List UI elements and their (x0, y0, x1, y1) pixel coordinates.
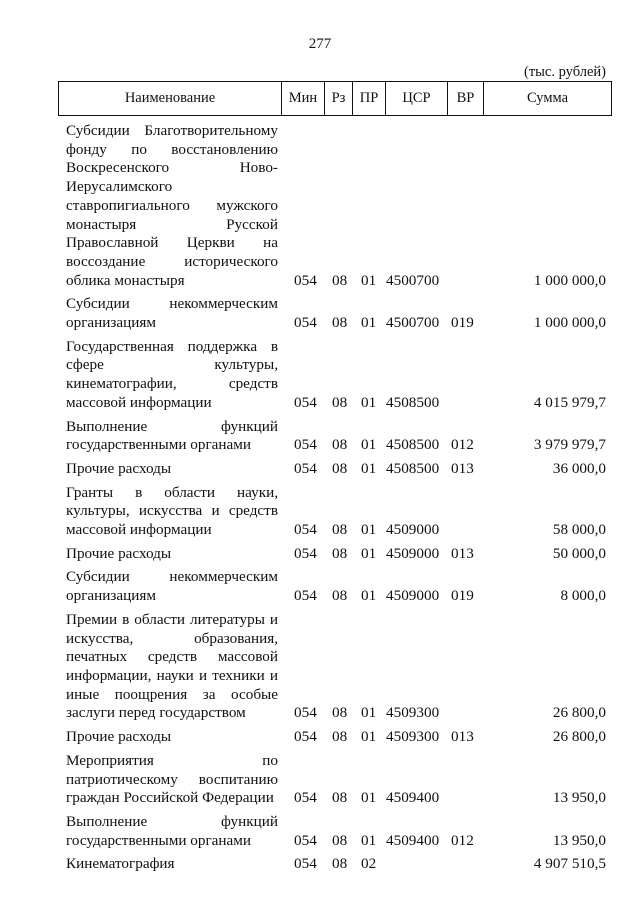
row-codes (0, 704, 640, 723)
row-codes (0, 832, 640, 851)
row-pr: 01 (361, 314, 377, 332)
row-name-line: государственными органами (66, 831, 252, 849)
row-name-line: Субсидии Благотворительному (66, 122, 278, 139)
row-min: 054 (294, 393, 317, 411)
page-number: 277 (308, 36, 332, 52)
row-name-line: организациям (66, 314, 157, 332)
row-name-line: граждан Российской Федерации (66, 789, 274, 807)
table-row (0, 728, 640, 747)
table-row (0, 568, 640, 605)
row-name-line: иные поощрения за особые (66, 685, 278, 703)
row-sum: 13 950,0 (552, 789, 606, 807)
row-min: 054 (294, 314, 317, 332)
row-pr: 01 (361, 436, 377, 454)
row-name-line: патриотическому воспитанию (66, 770, 278, 788)
row-rz: 08 (332, 436, 348, 454)
row-min: 054 (294, 436, 317, 454)
row-min: 054 (294, 271, 317, 289)
row-csr: 4509000 (386, 544, 440, 562)
row-csr: 4508500 (386, 459, 440, 477)
row-codes (0, 789, 640, 808)
row-rz: 08 (332, 704, 348, 722)
row-pr: 01 (361, 728, 377, 746)
row-pr: 01 (361, 459, 377, 477)
row-name-line: монастыря Русской (66, 215, 278, 233)
row-pr: 01 (361, 831, 377, 849)
row-codes (0, 521, 640, 540)
row-codes (0, 545, 640, 564)
row-name-line: воссоздание исторического (66, 252, 278, 270)
row-rz: 08 (332, 521, 348, 539)
row-sum: 8 000,0 (560, 587, 606, 605)
row-csr: 4509400 (386, 789, 440, 807)
table-header (58, 81, 612, 116)
row-name-line: Иерусалимского (66, 178, 173, 196)
row-codes (0, 728, 640, 747)
row-csr: 4508500 (386, 436, 440, 454)
row-csr: 4508500 (386, 393, 440, 411)
row-min: 054 (294, 789, 317, 807)
row-min: 054 (294, 704, 317, 722)
row-vr: 013 (451, 544, 474, 562)
row-rz: 08 (332, 789, 348, 807)
row-codes (0, 436, 640, 455)
row-vr: 019 (451, 314, 474, 332)
row-sum: 1 000 000,0 (533, 314, 606, 332)
row-min: 054 (294, 728, 317, 746)
header-sum: Сумма (483, 82, 611, 115)
row-rz: 08 (332, 831, 348, 849)
table-row (0, 418, 640, 455)
row-name-line: Воскресенского Ново- (66, 159, 278, 177)
row-name-line: Премии в области литературы и (66, 610, 278, 628)
row-name-line: ставропигиального мужского (66, 196, 278, 214)
header-rz: Рз (324, 82, 352, 115)
row-sum: 13 950,0 (552, 831, 606, 849)
row-name-line: Выполнение функций (66, 812, 278, 830)
row-name-line: Прочие расходы (66, 544, 172, 562)
row-name-line: Субсидии некоммерческим (66, 568, 278, 586)
row-name-line: массовой информации (66, 393, 212, 411)
row-name-line: массовой информации (66, 521, 212, 539)
table-row (0, 338, 640, 413)
row-csr: 4509000 (386, 587, 440, 605)
row-sum: 50 000,0 (552, 544, 606, 562)
row-name-line: организациям (66, 587, 157, 605)
row-sum: 1 000 000,0 (533, 271, 606, 289)
table-row (0, 545, 640, 564)
row-name-line: Кинематография (66, 855, 175, 873)
row-min: 054 (294, 587, 317, 605)
table-body (0, 122, 640, 879)
row-pr: 02 (361, 855, 377, 873)
row-vr: 019 (451, 587, 474, 605)
header-min: Мин (281, 82, 324, 115)
row-pr: 01 (361, 544, 377, 562)
row-name (66, 122, 278, 290)
header-csr: ЦСР (385, 82, 447, 115)
row-sum: 58 000,0 (552, 521, 606, 539)
table-row (0, 752, 640, 808)
row-name-line: облика монастыря (66, 271, 185, 289)
row-vr: 013 (451, 728, 474, 746)
row-sum: 3 979 979,7 (533, 436, 606, 454)
header-name: Наименование (124, 90, 216, 106)
row-name-line: кинематографии, средств (66, 375, 278, 393)
row-name-line: Прочие расходы (66, 728, 172, 746)
row-vr: 012 (451, 831, 474, 849)
row-name-line: Государственная поддержка в (66, 337, 278, 355)
row-vr: 013 (451, 459, 474, 477)
row-min: 054 (294, 855, 317, 873)
row-min: 054 (294, 521, 317, 539)
row-sum: 4 015 979,7 (533, 393, 606, 411)
table-row (0, 813, 640, 850)
row-rz: 08 (332, 459, 348, 477)
row-name-line: Гранты в области науки, (66, 483, 278, 501)
row-codes (0, 314, 640, 333)
row-name-line: Прочие расходы (66, 459, 172, 477)
row-csr: 4509300 (386, 728, 440, 746)
row-codes (0, 460, 640, 479)
row-name-line: культуры, искусства и средств (66, 502, 278, 520)
row-name-line: заслуги перед государством (66, 704, 246, 722)
row-sum: 26 800,0 (552, 728, 606, 746)
row-codes (0, 855, 640, 874)
row-name-line: Выполнение функций (66, 417, 278, 435)
row-min: 054 (294, 544, 317, 562)
row-rz: 08 (332, 393, 348, 411)
row-pr: 01 (361, 587, 377, 605)
row-vr: 012 (451, 436, 474, 454)
row-codes (0, 587, 640, 606)
row-sum: 36 000,0 (552, 459, 606, 477)
row-rz: 08 (332, 544, 348, 562)
row-pr: 01 (361, 271, 377, 289)
row-csr: 4509000 (386, 521, 440, 539)
row-codes (0, 394, 640, 413)
header-pr: ПР (352, 82, 385, 115)
table-row (0, 484, 640, 540)
row-rz: 08 (332, 855, 348, 873)
row-csr: 4500700 (386, 271, 440, 289)
row-csr: 4500700 (386, 314, 440, 332)
row-name-line: искусства, образования, (66, 629, 278, 647)
row-name-line: сфере культуры, (66, 356, 278, 374)
table-row (0, 122, 640, 290)
row-name-line: государственными органами (66, 436, 252, 454)
row-rz: 08 (332, 271, 348, 289)
row-codes (0, 272, 640, 291)
row-name-line: информации, науки и техники и (66, 666, 278, 684)
row-min: 054 (294, 831, 317, 849)
row-rz: 08 (332, 314, 348, 332)
row-rz: 08 (332, 728, 348, 746)
table-row (0, 460, 640, 479)
row-rz: 08 (332, 587, 348, 605)
row-name-line: фонду по восстановлению (66, 140, 278, 158)
row-sum: 26 800,0 (552, 704, 606, 722)
row-csr: 4509300 (386, 704, 440, 722)
table-row (0, 611, 640, 723)
row-pr: 01 (361, 789, 377, 807)
row-csr: 4509400 (386, 831, 440, 849)
row-name-line: Субсидии некоммерческим (66, 295, 278, 313)
table-row (0, 295, 640, 332)
row-pr: 01 (361, 521, 377, 539)
row-name-line: Мероприятия по (66, 751, 278, 769)
row-pr: 01 (361, 393, 377, 411)
row-pr: 01 (361, 704, 377, 722)
row-name-line: Православной Церкви на (66, 234, 278, 252)
row-sum: 4 907 510,5 (533, 855, 606, 873)
header-vr: ВР (447, 82, 483, 115)
row-name-line: печатных средств массовой (66, 648, 278, 666)
table-row (0, 855, 640, 874)
units-label: (тыс. рублей) (524, 64, 606, 80)
row-min: 054 (294, 459, 317, 477)
